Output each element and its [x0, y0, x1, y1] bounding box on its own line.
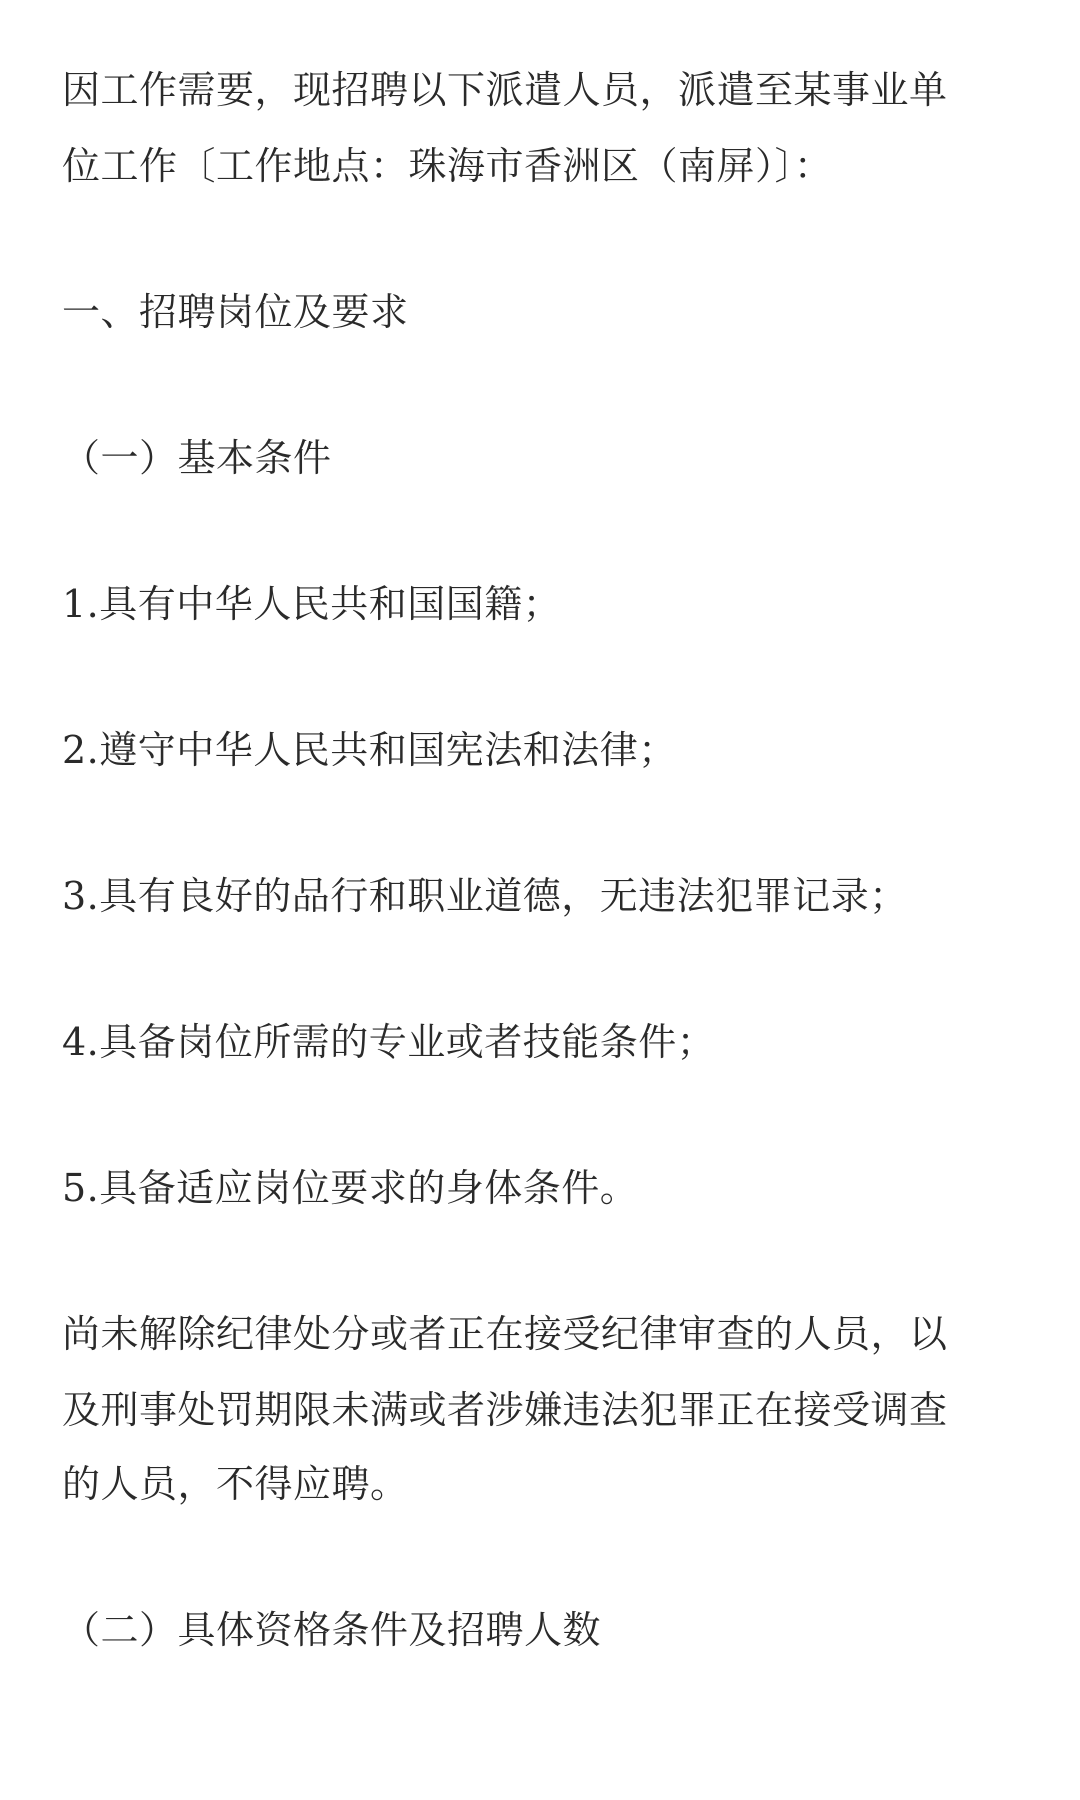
condition-item-2: 2.遵守中华人民共和国宪法和法律； — [62, 728, 677, 772]
subsection-heading-basic: （一）基本条件 — [62, 436, 332, 480]
exclusion-line-2: 及刑事处罚期限未满或者涉嫌违法犯罪正在接受调查 — [62, 1388, 948, 1432]
condition-item-1: 1.具有中华人民共和国国籍； — [62, 582, 562, 626]
condition-item-4: 4.具备岗位所需的专业或者技能条件； — [62, 1020, 716, 1064]
intro-line-1: 因工作需要，现招聘以下派遣人员，派遣至某事业单 — [62, 68, 948, 112]
exclusion-line-1: 尚未解除纪律处分或者正在接受纪律审查的人员，以 — [62, 1312, 948, 1356]
subsection-heading-specific: （二）具体资格条件及招聘人数 — [62, 1608, 602, 1652]
exclusion-line-3: 的人员，不得应聘。 — [62, 1462, 409, 1506]
condition-item-5: 5.具备适应岗位要求的身体条件。 — [62, 1166, 639, 1210]
section-heading: 一、招聘岗位及要求 — [62, 290, 409, 334]
intro-line-2: 位工作〔工作地点：珠海市香洲区（南屏）〕： — [62, 144, 833, 188]
condition-item-3: 3.具有良好的品行和职业道德，无违法犯罪记录； — [62, 874, 908, 918]
